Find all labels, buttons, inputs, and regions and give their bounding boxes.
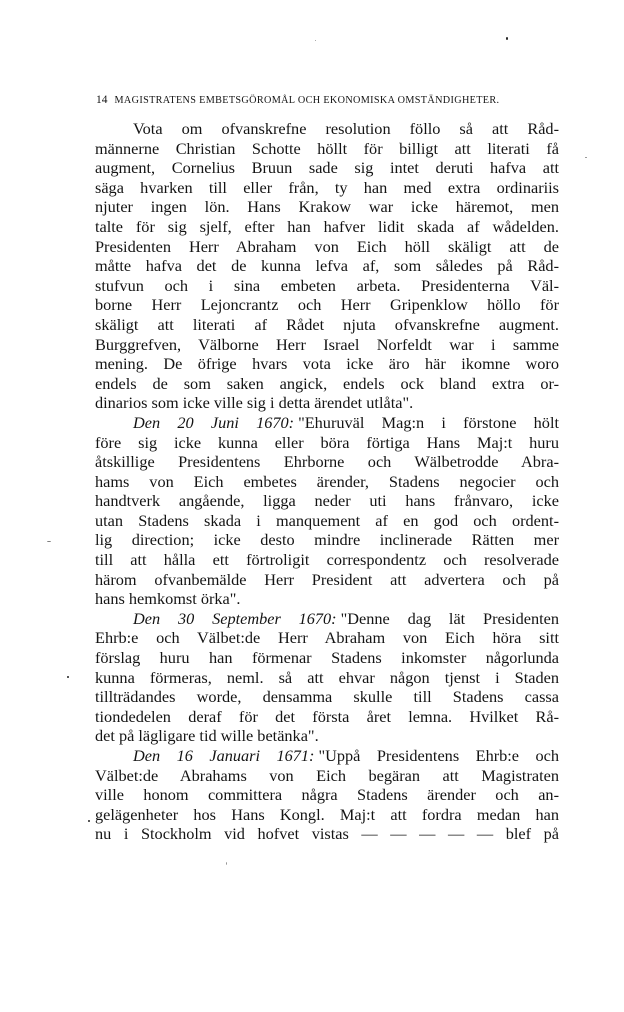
line-text: kunna förmeras, neml. så att ehvar någon tjenst i Staden: [95, 667, 559, 687]
text-line: [95, 648, 559, 668]
text-line: [95, 785, 559, 805]
text-line: [95, 197, 559, 217]
text-line: [95, 393, 559, 413]
line-text: nu i Stockholm vid hofvet vistas — — — — — blef på: [95, 824, 559, 844]
text-line: [95, 119, 559, 139]
text-line: [95, 472, 559, 492]
line-text: Presidenten Herr Abraham von Eich höll skäligt att de: [95, 236, 559, 256]
text-line: [95, 628, 559, 648]
text-line: [95, 256, 559, 276]
line-text: gelägenheter hos Hans Kongl. Maj:t att fordra medan han: [95, 804, 559, 824]
line-text: till att hålla ett förtroligit correspondentz och resolverade: [95, 550, 559, 570]
line-text: Vota om ofvanskrefne resolution föllo så att Råd-: [133, 119, 559, 138]
text-line: [95, 374, 559, 394]
text-line: [95, 766, 559, 786]
text-line: [95, 315, 559, 335]
text-line: [95, 570, 559, 590]
scan-speck: [47, 541, 51, 542]
running-title: MAGISTRATENS EMBETSGÖROMÅL OCH EKONOMISKA OMSTÄNDIGHETER.: [114, 95, 500, 106]
text-line: [95, 276, 559, 296]
line-text: dinarios som icke ville sig i detta ärendet utlåta".: [95, 393, 414, 413]
text-line: [95, 139, 559, 159]
text-line: [95, 726, 559, 746]
line-text: endels de som saken angick, endels ock bland extra or-: [95, 373, 559, 393]
body-text: [95, 119, 559, 844]
entry-date: Den 30 September 1670:: [133, 608, 337, 628]
text-line: [95, 824, 559, 844]
text-line: [95, 746, 559, 766]
line-text: hams von Eich embetes ärender, Stadens negocier och: [95, 471, 559, 491]
text-line: [95, 668, 559, 688]
text-line: [95, 609, 559, 629]
text-line: [95, 805, 559, 825]
entry-date: Den 16 Januari 1671:: [133, 746, 315, 765]
scan-speck: [506, 37, 508, 40]
line-text: måtte hafva det de kunna lefva af, som således på Råd-: [95, 256, 559, 276]
line-text: Välbet:de Abrahams von Eich begäran att Magistraten: [95, 765, 559, 785]
line-text: "Denne dag lät Presidenten: [340, 608, 559, 628]
text-line: [95, 687, 559, 707]
text-line: [95, 530, 559, 550]
text-line: [95, 217, 559, 237]
line-text: augment, Cornelius Bruun sade sig intet deruti hafva att: [95, 158, 559, 178]
line-text: borne Herr Lejoncrantz och Herr Gripenklow höllo för: [95, 295, 559, 315]
line-text: lig direction; icke desto mindre inclinerade Rätten mer: [95, 530, 559, 550]
text-line: [95, 295, 559, 315]
line-text: "Uppå Presidentens Ehrb:e och: [318, 746, 559, 765]
line-text: Burggrefven, Välborne Herr Israel Norfeldt war i samme: [95, 334, 559, 354]
scan-speck: [585, 157, 587, 158]
line-text: hans hemkomst örka".: [95, 589, 241, 609]
running-header: [96, 94, 558, 106]
line-text: utan Stadens skada i manquement af en god och ordent-: [95, 510, 559, 530]
line-text: männerne Christian Schotte höllt för billigt att literati få: [95, 138, 559, 158]
line-text: stufvun och i sina embeten arbeta. Presidenterna Väl-: [95, 275, 559, 295]
scan-speck: [315, 40, 316, 41]
line-text: härom ofvanbemälde Herr President att advertera och på: [95, 569, 559, 589]
text-line: [95, 354, 559, 374]
entry-date: Den 20 Juni 1670:: [133, 412, 295, 432]
line-text: handtverk angående, ligga neder uti hans frånvaro, icke: [95, 491, 559, 511]
text-line: [95, 550, 559, 570]
text-line: [95, 589, 559, 609]
text-line: [95, 511, 559, 531]
text-line: [95, 452, 559, 472]
line-text: före sig icke kunna eller böra förtiga Hans Maj:t huru: [95, 432, 559, 452]
line-text: skäligt att literati af Rådet njuta ofvanskrefne augment.: [95, 314, 559, 334]
line-text: Ehrb:e och Välbet:de Herr Abraham von Eich höra sitt: [95, 628, 559, 648]
scan-speck: [88, 820, 90, 822]
line-text: säga hvarken till eller från, ty han med extra ordinariis: [95, 177, 559, 197]
text-line: [95, 433, 559, 453]
scan-speck: [226, 862, 227, 865]
line-text: åtskillige Presidentens Ehrborne och Wälbetrodde Abra-: [95, 452, 559, 472]
text-line: [95, 237, 559, 257]
scan-speck: [67, 676, 69, 678]
line-text: njuter ingen lön. Hans Krakow war icke häremot, men: [95, 197, 559, 217]
line-text: "Ehuruväl Mag:n i förstone hölt: [298, 412, 559, 432]
text-line: [95, 178, 559, 198]
page-number: 14: [96, 94, 108, 106]
text-line: [95, 335, 559, 355]
text-line: [95, 413, 559, 433]
line-text: förslag huru han förmenar Stadens inkomster någorlunda: [95, 648, 559, 668]
line-text: ville honom committera några Stadens ärender och an-: [95, 785, 559, 805]
text-line: [95, 491, 559, 511]
line-text: tiondedelen deraf för det första året lemna. Hvilket Rå-: [95, 706, 559, 726]
line-text: talte för sig sjelf, efter han hafver lidit skada af wådelden.: [95, 216, 559, 236]
line-text: mening. De öfrige hvars vota icke äro här ikomne woro: [95, 354, 559, 374]
line-text: tillträdandes worde, densamma skulle till Stadens cassa: [95, 687, 559, 707]
text-line: [95, 158, 559, 178]
line-text: det på lägligare tid wille betänka".: [95, 726, 319, 746]
text-line: [95, 707, 559, 727]
